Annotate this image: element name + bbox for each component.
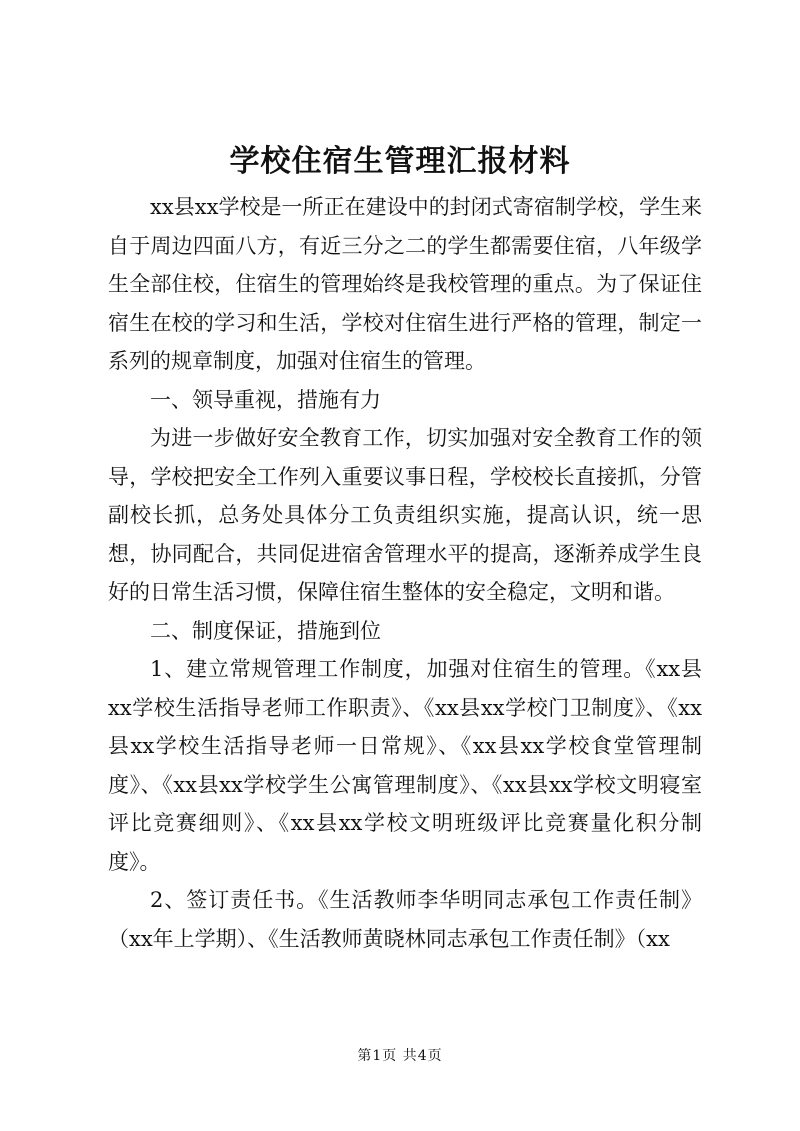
document-title: 学校住宿生管理汇报材料 [229, 144, 571, 179]
paragraph-section-1: 为进一步做好安全教育工作，切实加强对安全教育工作的领导，学校把安全工作列入重要议事日程，学校校长直接抓，分管副校长抓，总务处具体分工负责组织实施，提高认识，统一思想，协同配合，共同促进宿舍管理水平的提高，逐渐养成学生良好的日常生活习惯，保障住宿生整体的安全稳定，文明和谐。 [108, 426, 702, 604]
paragraph-item-2: 2、签订责任书。《生活教师李华明同志承包工作责任制》（xx年上学期）、《生活教师黄晓林同志承包工作责任制》（xx [108, 888, 702, 951]
section-heading-2: 二、制度保证，措施到位 [150, 618, 381, 643]
section-heading-1: 一、领导重视，措施有力 [150, 387, 381, 412]
document-body [108, 188, 702, 958]
paragraph-intro: xx县xx学校是一所正在建设中的封闭式寄宿制学校，学生来自于周边四面八方，有近三分之二的学生都需要住宿，八年级学生全部住校，住宿生的管理始终是我校管理的重点。为了保证住宿生在校的学习和生活，学校对住宿生进行严格的管理，制定一系列的规章制度，加强对住宿生的管理。 [108, 195, 702, 373]
page-number-footer: 第1页 共4页 [357, 1048, 443, 1064]
paragraph-item-1: 1、建立常规管理工作制度，加强对住宿生的管理。《xx县xx学校生活指导老师工作职责》、《xx县xx学校门卫制度》、《xx县xx学校生活指导老师一日常规》、《xx县xx学校食堂管理制度》、《xx县xx学校学生公寓管理制度》、《xx县xx学校文明寝室评比竞赛细则》、《xx县xx学校文明班级评比竞赛量化积分制度》。 [108, 657, 702, 874]
